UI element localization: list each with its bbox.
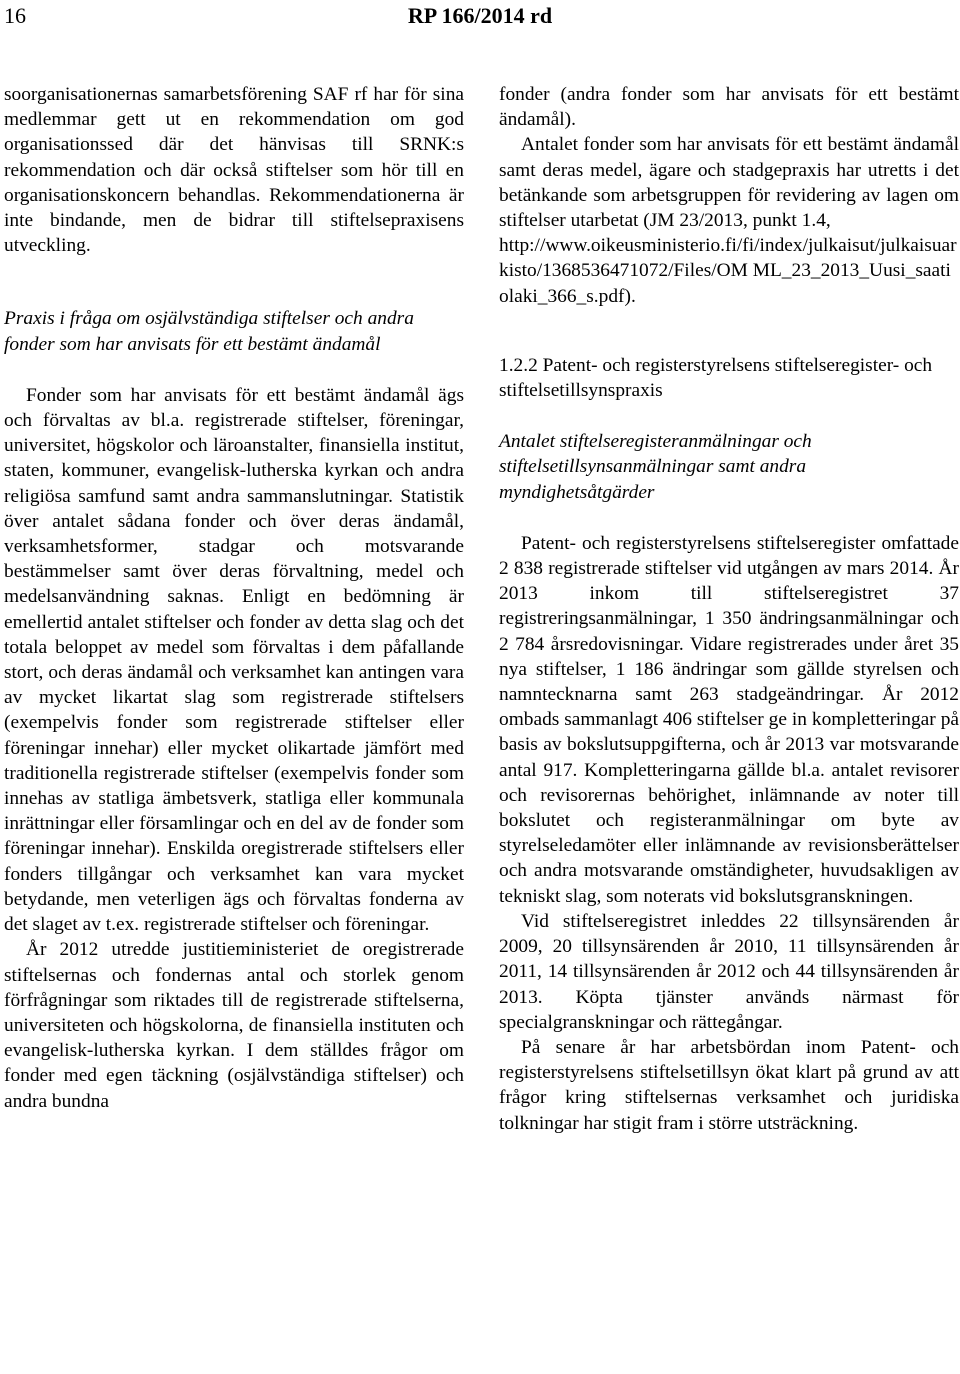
reference-url: http://www.oikeusministerio.fi/fi/index/julkaisut/julkaisuarkisto/1368536471072/Files/OM ML_23_2013_Uusi_saatiolaki_366_s.pdf). xyxy=(499,235,957,307)
body-paragraph: Fonder som har anvisats för ett bestämt ändamål ägs och förvaltas av bl.a. registrerade stiftelser, föreningar, universitet, högskolor och läroanstalter, finansiella institut, staten, kommuner, evangelisk-lutherska kyrkan och andra religiösa samfund samt andra sammanslutningar. Statistik över antalet sådana fonder och över deras ändamål, verksamhetsformer, stadgar och motsvarande bestämmelser samt över deras förvaltning, medel och medelsanvändning saknas. Enligt en bedömning är emellertid antalet stiftelser och fonder av detta slag och det totala beloppet av medel som förvaltas i dem påfallande stort, och deras ändamål och verksamhet kan antingen vara av mycket likartat slag som registrerade stiftelsers (exempelvis fonder som registrerade stiftelser eller föreningar innehar) eller mycket olikartade jämfört med traditionella registrerade stiftelser (exempelvis fonder som innehas av statliga ämbetsverk, statliga eller kommunala inrättningar eller församlingar och en del av de fonder som föreningar innehar). Enskilda oregistrerade stiftelsers eller fonders tillgångar och verksamhet kan vara mycket betydande, men veterligen ägs och förvaltas fonderna av det slaget av t.ex. registrerade stiftelser och föreningar. xyxy=(4,384,464,936)
section-heading: 1.2.2 Patent- och registerstyrelsens stiftelseregister- och stiftelsetillsynspraxis xyxy=(499,354,933,402)
running-head: RP 166/2014 rd xyxy=(407,3,553,28)
body-paragraph: Antalet fonder som har anvisats för ett bestämt ändamål samt deras medel, ägare och stadgepraxis har utretts i det betänkande som arbetsgruppen för revidering av lagen om stiftelser utarbetat (JM 23/2013, punkt 1.4, xyxy=(499,134,959,232)
continuation-paragraph: fonder (andra fonder som har anvisats för ett bestämt ändamål). xyxy=(499,84,959,131)
section-heading-italic: Praxis i fråga om osjälvständiga stiftelser och andra fonder som har anvisats för ett bestämt ändamål xyxy=(4,308,414,355)
body-paragraph: Vid stiftelseregistret inleddes 22 tillsynsärenden år 2009, 20 tillsynsärenden år 2010, 11 tillsynsärenden år 2011, 14 tillsynsärenden år 2012 och 44 tillsynsärenden år 2013. Köpta tjänster används närmast för specialgranskningar och rättegångar. xyxy=(499,910,959,1033)
page-number: 16 xyxy=(4,3,26,28)
subsection-heading-italic: Antalet stiftelseregisteranmälningar och stiftelsetillsynsanmälningar samt andra myndighetsåtgärder xyxy=(499,431,812,503)
right-column xyxy=(499,82,959,1136)
intro-paragraph: soorganisationernas samarbetsförening SAF rf har för sina medlemmar gett ut en rekommendation om god organisationssed där det hänvisas till SRNK:s rekommendation och där också stiftelser som hör till en organisationskoncern behandlas. Rekommendationerna är inte bindande, men de bidrar till stiftelsepraxisens utveckling. xyxy=(4,84,464,257)
body-paragraph: År 2012 utredde justitieministeriet de oregistrerade stiftelsernas och fondernas antal och storlek genom förfrågningar som riktades till de registrerade stiftelserna, universiteten och högskolorna, de finansiella instituten och evangelisk-lutherska kyrkan. I dem ställdes frågor om fonder med egen täckning (osjälvständiga stiftelser) och andra bundna xyxy=(4,939,464,1112)
left-column xyxy=(4,82,464,1114)
body-paragraph: Patent- och registerstyrelsens stiftelseregister omfattade 2 838 registrerade stiftelser vid utgången av mars 2014. År 2013 inkom till stiftelseregistret 37 registreringsanmälningar, 1 350 ändringsanmälningar och 2 784 årsredovisningar. Vidare registrerades under året 35 nya stiftelser, 1 186 ändringar som gällde styrelsen och namntecknarna samt 263 stadgeändringar. År 2012 ombads sammanlagt 406 stiftelser ge in kompletteringar på basis av bokslutsuppgifterna, och år 2013 var motsvarande antal 917. Kompletteringarna gällde bl.a. antalet revisorer och revisorernas behörighet, inlämnande av noter till bokslutet och registeranmälningar om byte av styrelseledamöter eller inlämnande av revisionsberättelser och andra motsvarande omständigheter, huvudsakligen av tekniskt slag, som noterats vid bokslutsgranskningen. xyxy=(499,532,959,907)
body-paragraph: På senare år har arbetsbördan inom Patent- och registerstyrelsens stiftelsetillsyn ökat klart på grund av att frågor kring stiftelsernas verksamhet och juridiska tolkningar har stigit fram i större utsträckning. xyxy=(499,1036,959,1134)
